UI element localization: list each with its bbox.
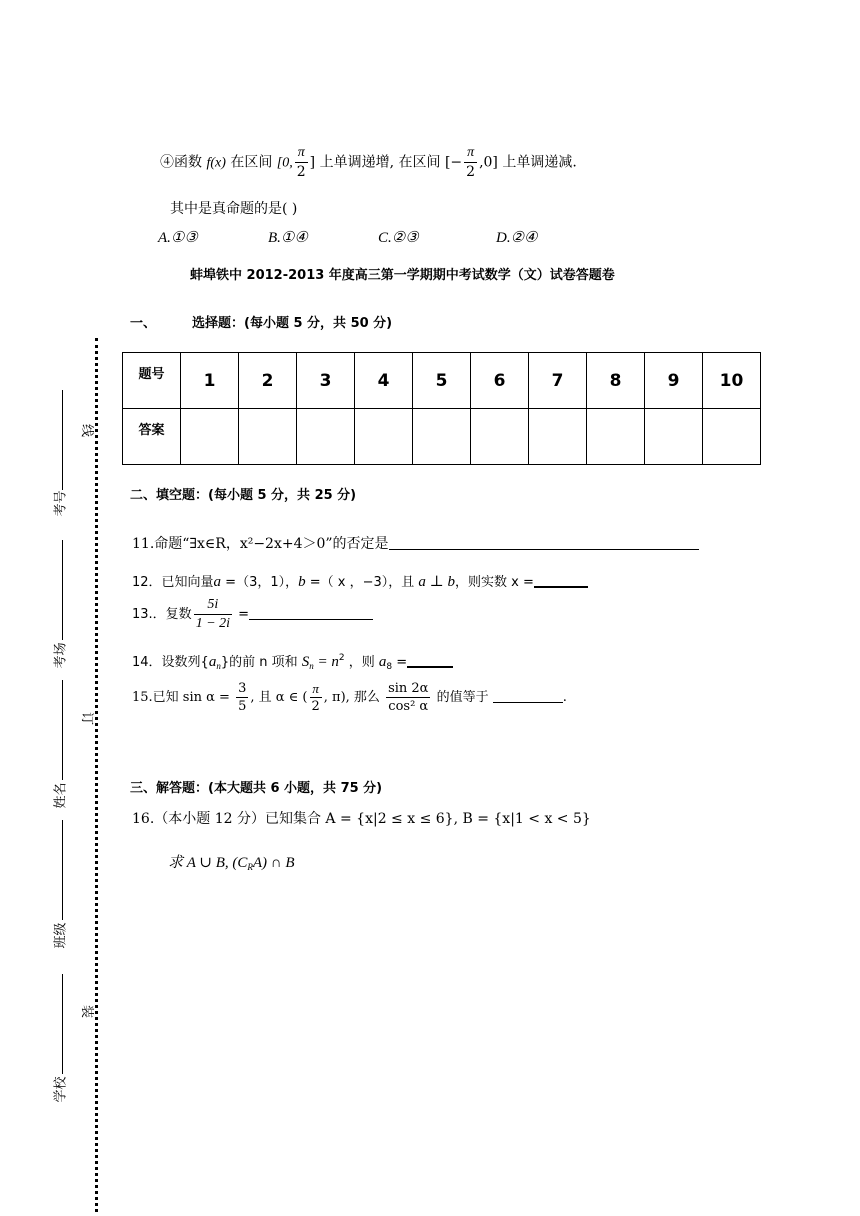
q14-a8: a [378, 654, 387, 670]
exam-title: 蚌埠铁中 2012-2013 年度高三第一学期期中考试数学（文）试卷答题卷 [190, 268, 615, 283]
q12-prefix: 12．已知向量 [132, 575, 214, 590]
answer-cell-2[interactable] [239, 409, 297, 465]
q12-mid1: =（3，1）， [221, 575, 299, 590]
answer-table [122, 352, 761, 465]
question-12 [132, 571, 588, 591]
q15-mid2: , π), 那么 [323, 690, 385, 705]
answer-cell-7[interactable] [529, 409, 587, 465]
option-c: C.②③ [378, 230, 419, 246]
q14-n: n [216, 661, 221, 671]
question-number-2: 2 [239, 353, 297, 409]
answer-cell-6[interactable] [471, 409, 529, 465]
binding-label-zhuang: 装 [79, 1004, 95, 1019]
xingming-label: 姓名 [53, 782, 69, 809]
q4-int2-close: ,0] [479, 154, 498, 171]
question-15 [132, 682, 567, 713]
answer-cell-3[interactable] [297, 409, 355, 465]
answer-cell-5[interactable] [413, 409, 471, 465]
q12-vector-b: b [298, 574, 306, 590]
q13-answer-blank[interactable] [249, 619, 373, 620]
q4-prefix: ④函数 [160, 154, 207, 171]
question-13 [132, 598, 373, 631]
q15-frac-3: $\frac{\sin 2\alpha}{\text{cos² α}}$ [388, 681, 429, 714]
answer-cell-9[interactable] [645, 409, 703, 465]
q4-int2-open: [− [444, 154, 463, 171]
option-b: B.①④ [268, 230, 308, 246]
q15-end: . [562, 690, 567, 705]
q4-text2: 上单调递增, 在区间 [315, 154, 445, 171]
q15-tail: 的值等于 [432, 690, 493, 705]
q16-sub: R [247, 862, 253, 872]
q11-text: 11.命题“∃x∈R，x²−2x+4＞0”的否定是 [132, 536, 389, 552]
xuexiao-line[interactable] [62, 974, 63, 1074]
q13-eq: = [234, 607, 250, 622]
option-d: D.②④ [496, 230, 538, 246]
xingming-line[interactable] [62, 680, 63, 780]
q14-exp: 2 [338, 653, 345, 663]
answer-cell-8[interactable] [587, 409, 645, 465]
answer-cell-1[interactable] [181, 409, 239, 465]
q11-answer-blank[interactable] [389, 549, 699, 550]
q14-eqn: = n [313, 654, 339, 670]
q4-int1-close: ] [309, 154, 316, 171]
question-number-8: 8 [587, 353, 645, 409]
q14-mid2: ，则 [344, 655, 379, 670]
q14-n2: n [309, 661, 314, 671]
answer-cell-10[interactable] [703, 409, 761, 465]
question-number-9: 9 [645, 353, 703, 409]
answer-table-answer-row [123, 409, 761, 465]
kaochang-line[interactable] [62, 540, 63, 640]
question-16: 16.（本小题 12 分）已知集合 A = {x|2 ≤ x ≤ 6}, B = {x|1 < x < 5} [132, 811, 591, 827]
row-label-answer: 答案 [123, 409, 181, 465]
q4-frac-1: $\frac{\pi}{2}$ [296, 145, 306, 180]
q12-mid2: =（ x ，−3），且 [305, 575, 419, 590]
answer-cell-4[interactable] [355, 409, 413, 465]
option-a: A.①③ [158, 230, 198, 246]
question-14 [132, 651, 453, 672]
question-16-ask [168, 851, 295, 872]
q13-fraction: $\frac{5i}{1 - 2i}$ [195, 597, 231, 631]
question-number-3: 3 [297, 353, 355, 409]
q4-func: f(x) [206, 155, 226, 171]
q14-answer-blank[interactable] [407, 666, 453, 668]
section-3-title: 三、解答题：(本大题共 6 小题，共 75 分) [130, 781, 383, 796]
q12-vector-a: a [213, 574, 222, 590]
q4-frac-2: $\frac{\pi}{2}$ [466, 145, 476, 180]
q15-prefix: 15.已知 sin α = [132, 690, 235, 705]
question-number-7: 7 [529, 353, 587, 409]
section-1-number: 一、 [130, 316, 157, 331]
q12-perp: a ⊥ b [418, 574, 456, 590]
binding-dotted-line [95, 338, 98, 1212]
question-stem: 其中是真命题的是( ) [170, 201, 298, 217]
row-label-number: 题号 [123, 353, 181, 409]
q15-frac-1: $\frac{3}{5}$ [238, 681, 247, 714]
q14-eq: = [392, 655, 408, 670]
binding-label-ding: 订 [79, 711, 95, 726]
q13-prefix: 13.．复数 [132, 607, 192, 622]
q4-text1: 在区间 [225, 154, 277, 171]
question-number-4: 4 [355, 353, 413, 409]
q15-frac-2: $\frac{\pi}{2}$ [311, 681, 320, 714]
kaochang-label: 考场 [53, 642, 69, 669]
answer-table-number-row [123, 353, 761, 409]
kaohao-label: 考号 [53, 490, 69, 517]
section-1-title: 选择题：(每小题 5 分，共 50 分) [192, 316, 393, 331]
banji-label: 班级 [53, 922, 69, 949]
binding-label-xian: 线 [79, 423, 95, 438]
question-number-6: 6 [471, 353, 529, 409]
q14-prefix: 14．设数列{ [132, 655, 209, 670]
question-4-statement [160, 146, 577, 179]
q4-text3: 上单调递减. [497, 154, 577, 171]
q14-eight: 8 [386, 662, 393, 672]
q16-tail: A) ∩ B [252, 855, 295, 871]
q16-ask: 求 A ∪ B, (C [168, 855, 248, 871]
question-11 [132, 533, 699, 553]
q15-answer-blank[interactable] [493, 702, 563, 703]
q15-mid1: , 且 α ∈ ( [250, 690, 308, 705]
q14-mid: }的前 n 项和 [220, 655, 302, 670]
q12-answer-blank[interactable] [534, 586, 588, 588]
kaohao-line[interactable] [62, 390, 63, 490]
banji-line[interactable] [62, 820, 63, 920]
q14-a: a [208, 654, 217, 670]
xuexiao-label: 学校 [53, 1076, 69, 1103]
section-2-title: 二、填空题：(每小题 5 分，共 25 分) [130, 488, 357, 503]
question-number-1: 1 [181, 353, 239, 409]
q4-int1-open: [0, [276, 155, 293, 171]
q12-tail: ，则实数 x = [455, 575, 534, 590]
q14-S: S [301, 654, 310, 670]
question-number-5: 5 [413, 353, 471, 409]
question-number-10: 10 [703, 353, 761, 409]
